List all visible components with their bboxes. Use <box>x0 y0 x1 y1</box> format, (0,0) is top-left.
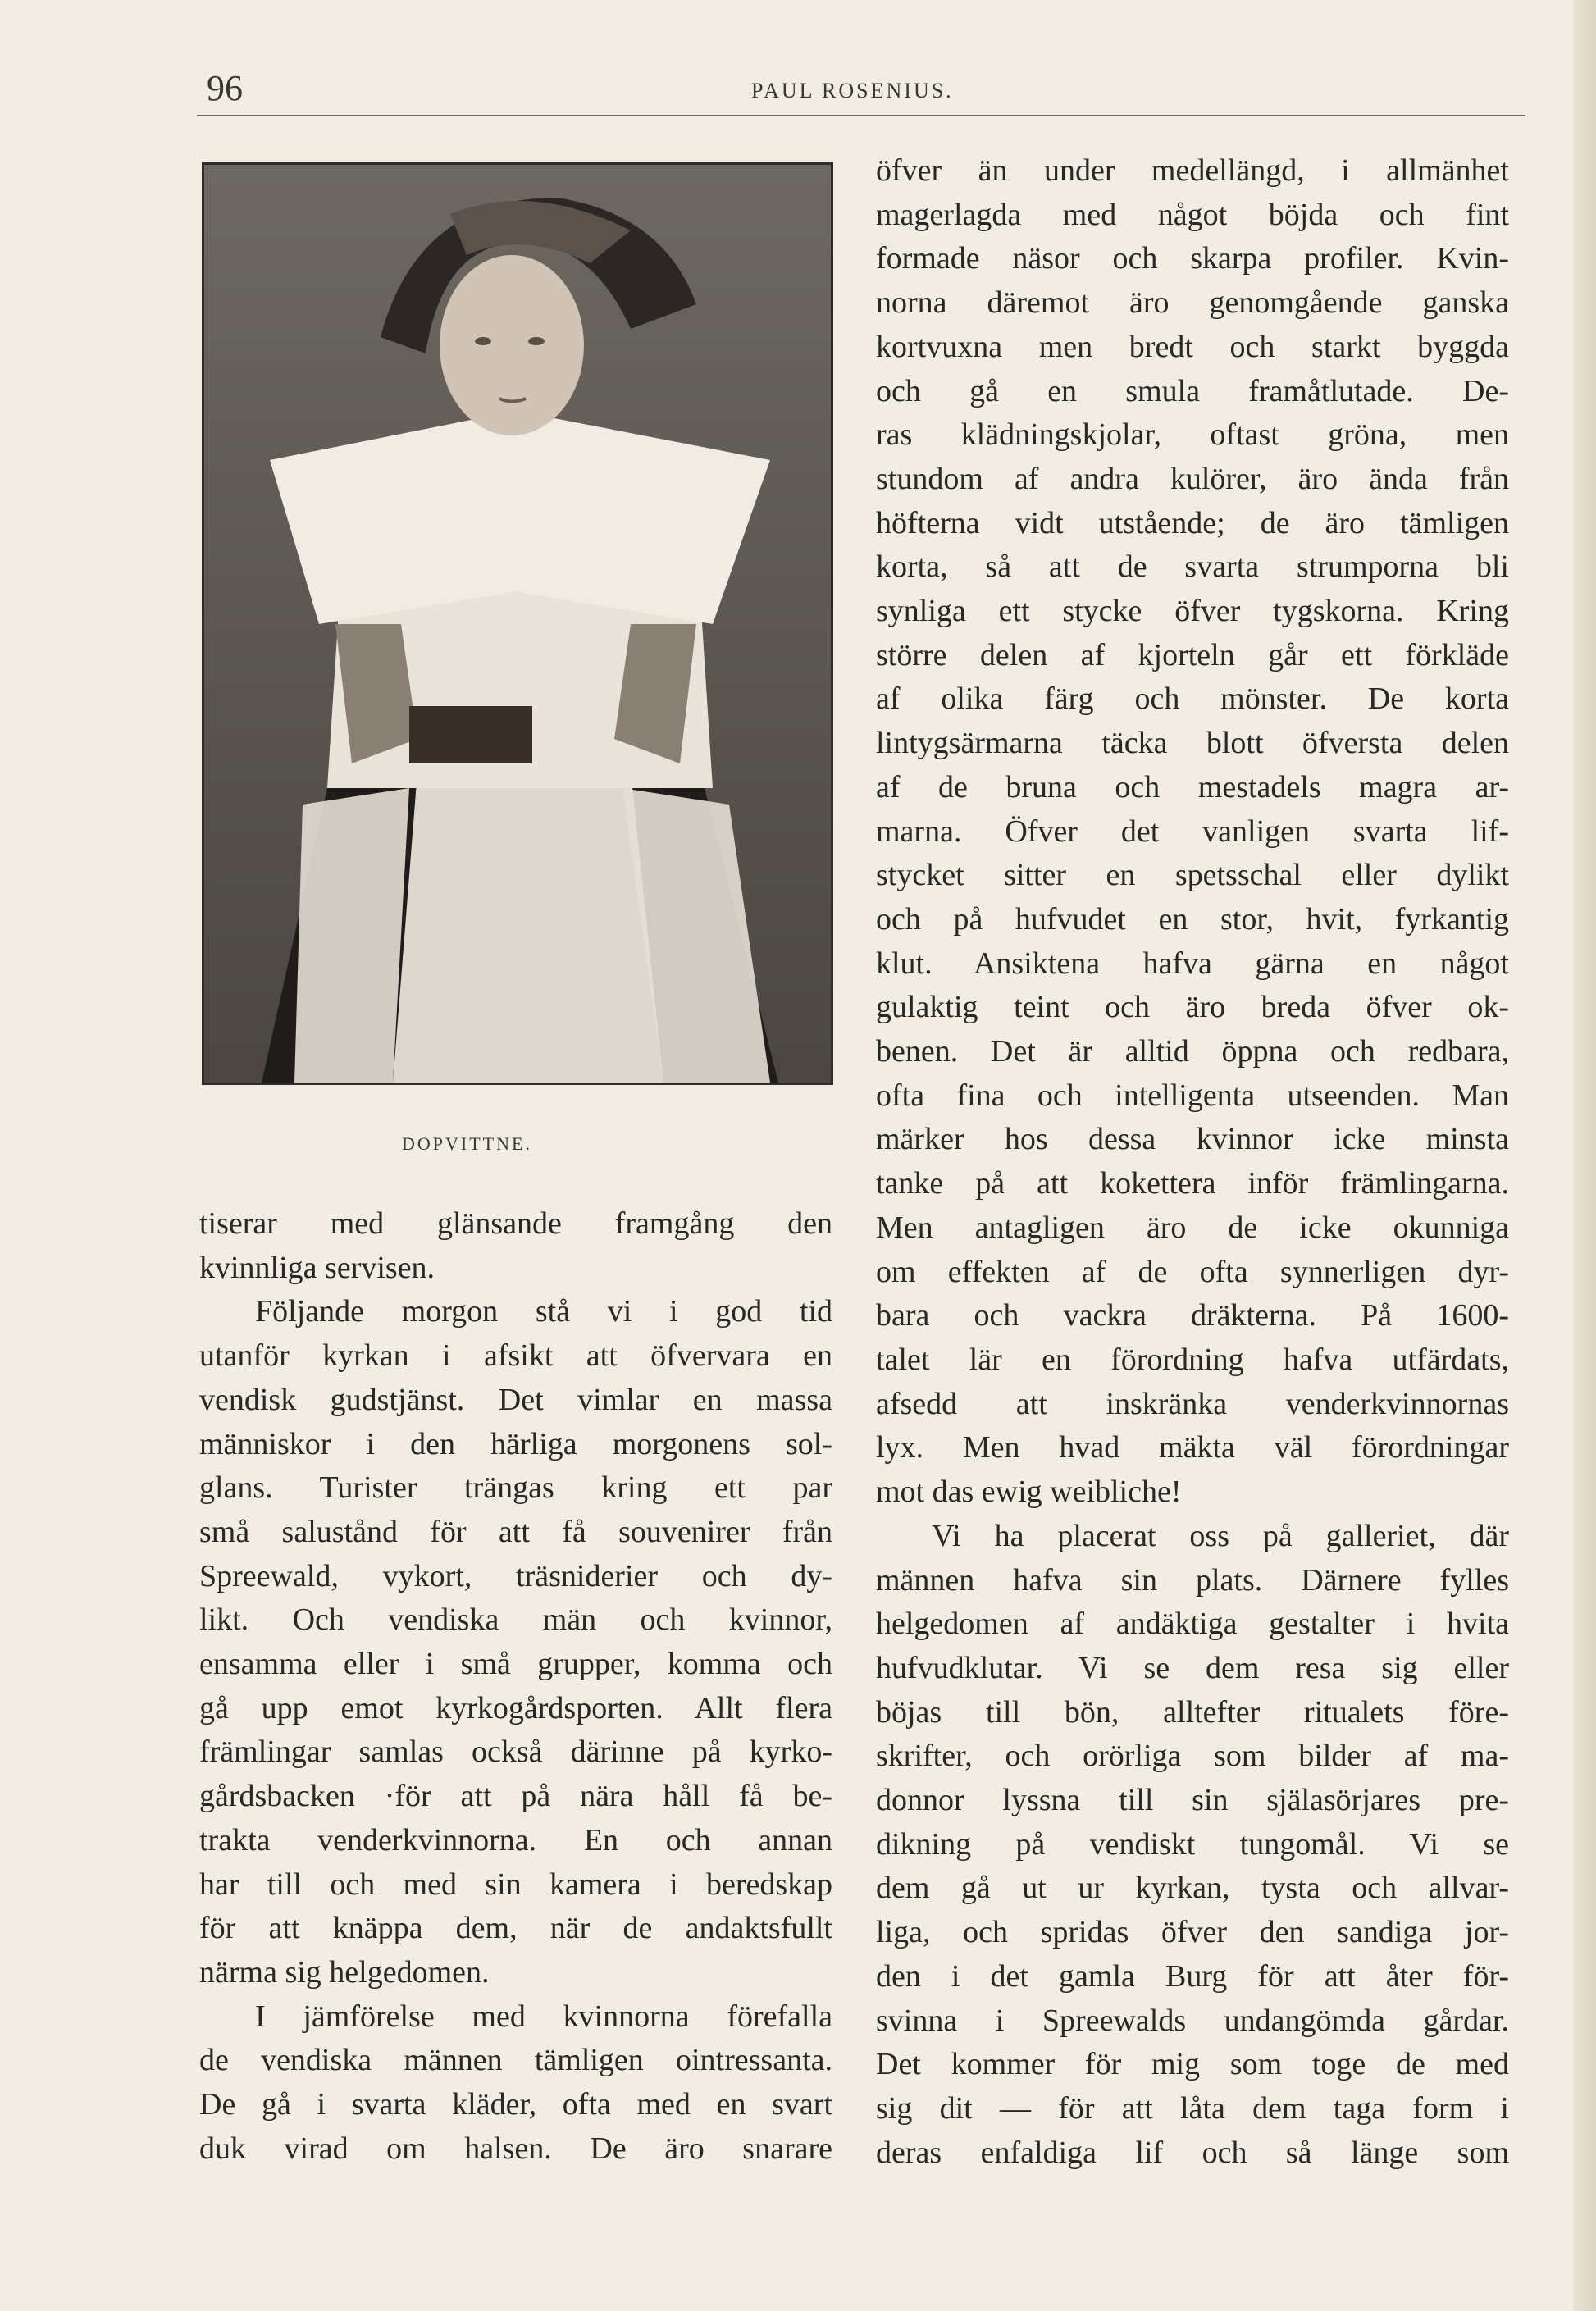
text-line: större delen af kjorteln går ett förkläde <box>876 637 1509 672</box>
text-line: liga, och spridas öfver den sandiga jor- <box>876 1915 1509 1950</box>
text-line: likt. Och vendiska män och kvinnor, <box>199 1602 832 1638</box>
text-line: ofta fina och intelligenta utseenden. Man <box>876 1078 1509 1113</box>
text-line: formade näsor och skarpa profiler. Kvin- <box>876 241 1509 276</box>
text-line: dikning på vendiskt tungomål. Vi se <box>876 1826 1509 1862</box>
text-line: magerlagda med något böjda och fint <box>876 197 1509 232</box>
text-line: Men antagligen äro de icke okunniga <box>876 1210 1509 1245</box>
text-line: öfver än under medellängd, i allmänhet <box>876 153 1509 188</box>
text-line: lintygsärmarna täcka blott öfversta delen <box>876 726 1509 761</box>
text-line: De gå i svarta kläder, ofta med en svart <box>199 2087 832 2122</box>
text-line: dem gå ut ur kyrkan, tysta och allvar- <box>876 1871 1509 1906</box>
text-line: kvinnliga servisen. <box>199 1250 435 1285</box>
text-line: stundom af andra kulörer, äro ända från <box>876 461 1509 496</box>
text-line: bara och vackra dräkterna. På 1600- <box>876 1298 1509 1333</box>
text-line: af olika färg och mönster. De korta <box>876 681 1509 717</box>
text-line: den i det gamla Burg för att åter för- <box>876 1958 1509 1994</box>
text-line: om effekten af de ofta synnerligen dyr- <box>876 1254 1509 1289</box>
text-line: böjas till bön, alltefter ritualets före- <box>876 1694 1509 1730</box>
text-line: närma sig helgedomen. <box>199 1954 490 1990</box>
right-column <box>876 149 1509 2175</box>
text-line: korta, så att de svarta strumporna bli <box>876 549 1509 585</box>
text-line: vendisk gudstjänst. Det vimlar en massa <box>199 1382 832 1417</box>
text-line: utanför kyrkan i afsikt att öfvervara en <box>199 1338 832 1374</box>
text-line: I jämförelse med kvinnorna förefalla <box>255 1999 832 2034</box>
text-line: mot das ewig weibliche! <box>876 1475 1182 1510</box>
text-line: talet lär en förordning hafva utfärdats, <box>876 1342 1509 1377</box>
photograph-dopvittne <box>202 162 833 1085</box>
text-line: klut. Ansiktena hafva gärna en något <box>876 946 1509 981</box>
text-line: af de bruna och mestadels magra ar- <box>876 769 1509 805</box>
text-line: stycket sitter en spetsschal eller dylikt <box>876 858 1509 893</box>
text-line: afsedd att inskränka venderkvinnornas <box>876 1386 1509 1421</box>
text-line: ras klädningskjolar, oftast gröna, men <box>876 417 1509 453</box>
text-line: och gå en smula framåtlutade. De- <box>876 373 1509 408</box>
text-line: Följande morgon stå vi i god tid <box>255 1294 832 1329</box>
text-line: gårdsbacken ·för att på nära håll få be- <box>199 1779 832 1814</box>
text-line: ensamma eller i små grupper, komma och <box>199 1647 832 1682</box>
text-line: marna. Öfver det vanligen svarta lif- <box>876 814 1509 849</box>
text-line: skrifter, och orörliga som bilder af ma- <box>876 1739 1509 1774</box>
text-line: märker hos dessa kvinnor icke minsta <box>876 1122 1509 1157</box>
text-line: männen hafva sin plats. Därnere fylles <box>876 1562 1509 1598</box>
text-line: duk virad om halsen. De äro snarare <box>199 2131 832 2166</box>
text-line: donnor lyssna till sin själasörjares pre- <box>876 1783 1509 1818</box>
text-line: gulaktig teint och äro breda öfver ok- <box>876 990 1509 1025</box>
text-line: främlingar samlas också därinne på kyrko- <box>199 1734 832 1770</box>
text-line: synliga ett stycke öfver tygskorna. Kring <box>876 594 1509 629</box>
photo-illustration <box>204 165 831 1083</box>
text-line: människor i den härliga morgonens sol- <box>199 1426 832 1461</box>
text-line: hufvudklutar. Vi se dem resa sig eller <box>876 1650 1509 1685</box>
page-header <box>197 67 1525 116</box>
text-line: benen. Det är alltid öppna och redbara, <box>876 1034 1509 1069</box>
text-line: tanke på att kokettera inför främlingarna. <box>876 1166 1509 1201</box>
text-line: och på hufvudet en stor, hvit, fyrkantig <box>876 901 1509 937</box>
text-line: Vi ha placerat oss på galleriet, där <box>932 1518 1509 1553</box>
text-line: Spreewald, vykort, träsniderier och dy- <box>199 1558 832 1593</box>
text-line: kortvuxna men bredt och starkt byggda <box>876 329 1509 364</box>
text-line: lyx. Men hvad mäkta väl förordningar <box>876 1430 1509 1465</box>
text-line: små salustånd för att få souvenirer från <box>199 1514 832 1549</box>
header-rule <box>197 115 1525 116</box>
figure-caption: DOPVITTNE. <box>402 1133 532 1154</box>
text-line: trakta venderkvinnorna. En och annan <box>199 1822 832 1857</box>
text-line: norna däremot äro genomgående ganska <box>876 285 1509 321</box>
left-column <box>199 1202 832 2171</box>
text-line: har till och med sin kamera i beredskap <box>199 1867 832 1902</box>
text-line: Det kommer för mig som toge de med <box>876 2047 1509 2082</box>
page-edge <box>1573 0 1596 2311</box>
text-line: för att knäppa dem, när de andaktsfullt <box>199 1911 832 1946</box>
page-number: 96 <box>207 68 243 108</box>
text-line: sig dit — för att låta dem taga form i <box>876 2090 1509 2126</box>
text-line: tiserar med glänsande framgång den <box>199 1206 832 1241</box>
text-line: höfterna vidt utstående; de äro tämligen <box>876 505 1509 540</box>
text-line: glans. Turister trängas kring ett par <box>199 1470 832 1506</box>
text-line: gå upp emot kyrkogårdsporten. Allt flera <box>199 1690 832 1725</box>
text-line: de vendiska männen tämligen ointressanta. <box>199 2043 832 2078</box>
running-head: PAUL ROSENIUS. <box>751 79 954 103</box>
text-line: deras enfaldiga lif och så länge som <box>876 2135 1509 2170</box>
text-line: svinna i Spreewalds undangömda gårdar. <box>876 2003 1509 2038</box>
text-line: helgedomen af andäktiga gestalter i hvita <box>876 1607 1509 1642</box>
